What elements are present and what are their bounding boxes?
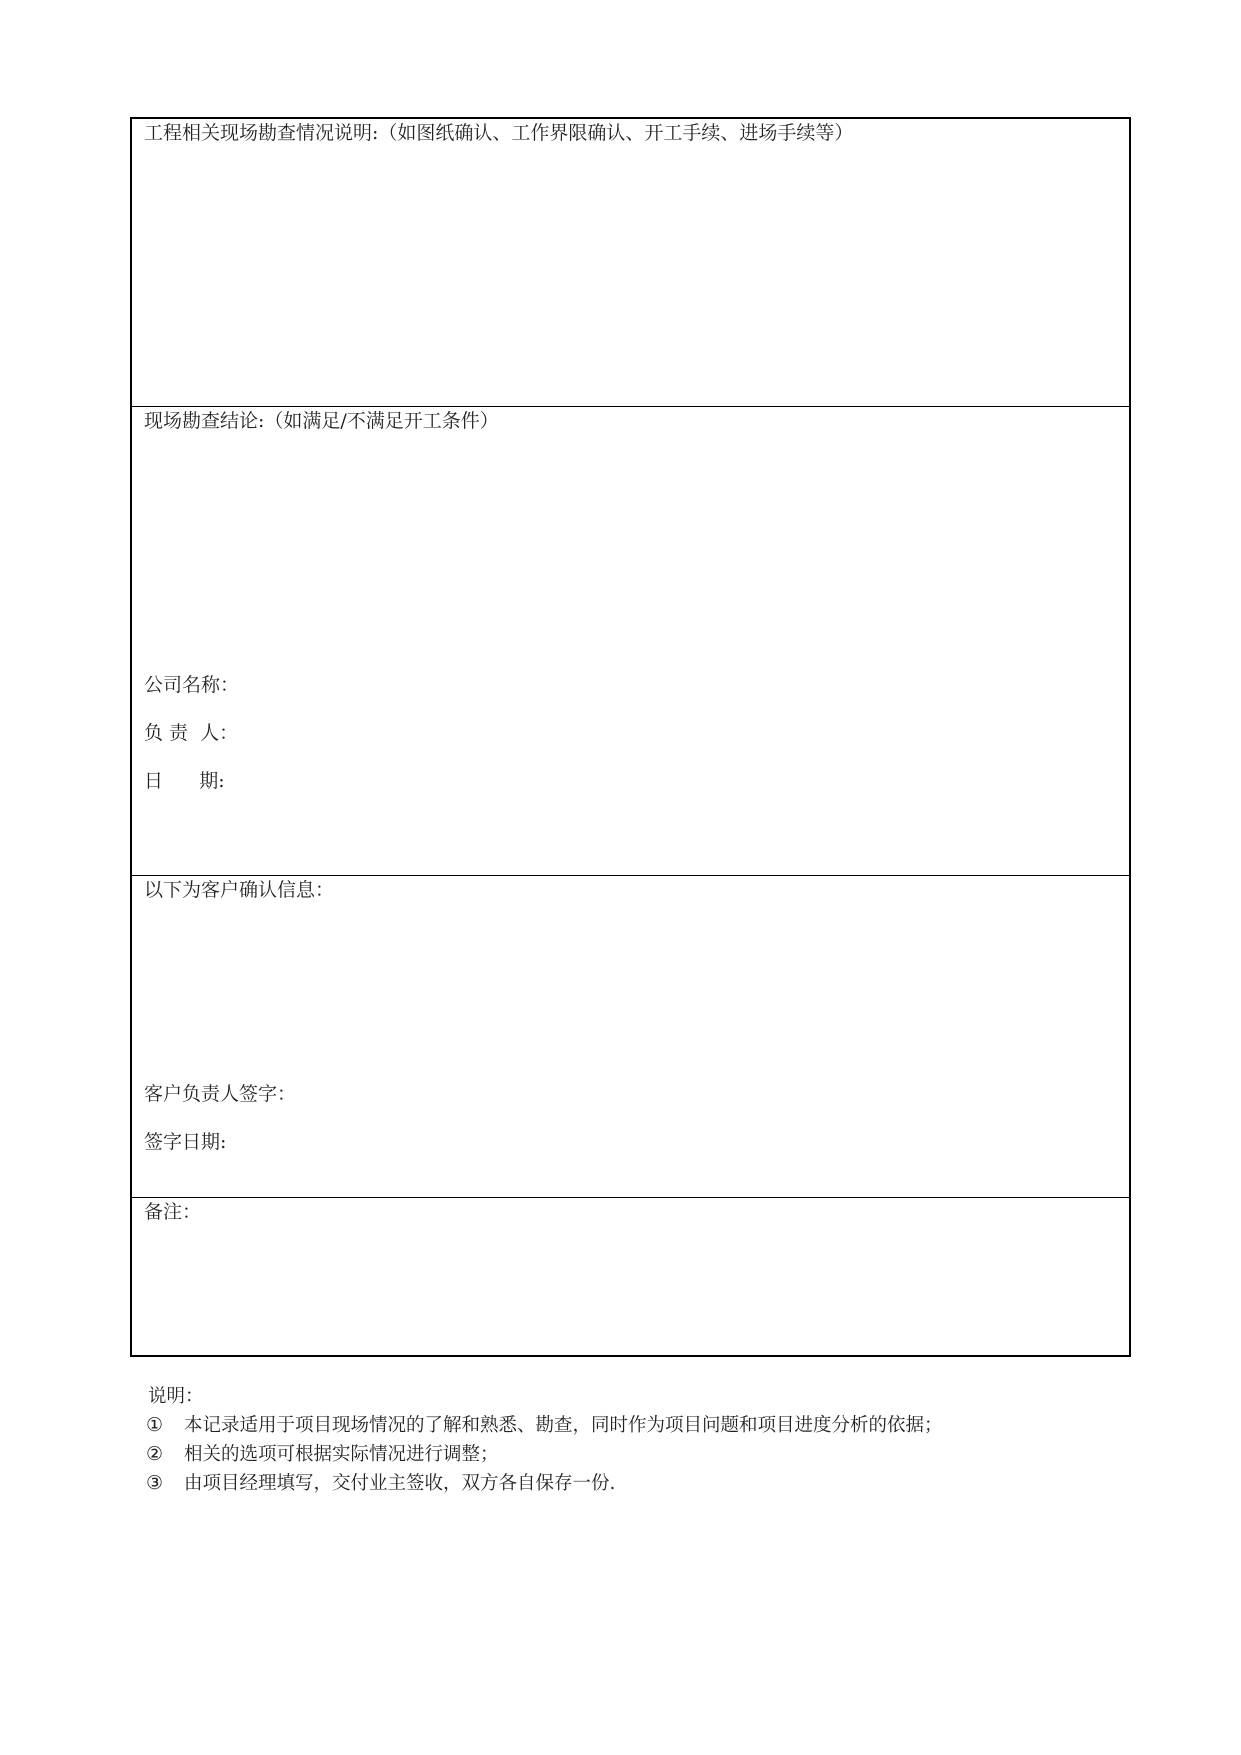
instructions-title: 说明： [148, 1386, 204, 1407]
instructions-block [146, 1383, 1106, 1498]
signature-date-label: 签字日期: [144, 1131, 227, 1153]
instruction-item [146, 1411, 1106, 1440]
instruction-text: 相关的选项可根据实际情况进行调整； [184, 1444, 499, 1465]
instruction-number: ② [146, 1443, 164, 1465]
survey-description-heading: 工程相关现场勘查情况说明:（如图纸确认、工作界限确认、开工手续、进场手续等） [144, 122, 854, 144]
instruction-text: 本记录适用于项目现场情况的了解和熟悉、勘查，同时作为项目问题和项目进度分析的依据； [184, 1415, 943, 1436]
survey-description-section[interactable] [132, 119, 1129, 407]
remarks-heading: 备注： [144, 1201, 202, 1223]
instruction-item [146, 1469, 1106, 1498]
date-label: 日 期: [144, 770, 225, 792]
customer-confirmation-heading: 以下为客户确认信息： [144, 879, 335, 901]
survey-conclusion-heading: 现场勘查结论:（如满足/不满足开工条件） [144, 410, 499, 432]
instruction-item [146, 1440, 1106, 1469]
company-name-label: 公司名称： [144, 674, 240, 696]
customer-signature-label: 客户负责人签字： [144, 1083, 297, 1105]
customer-confirmation-section[interactable] [132, 876, 1129, 1198]
instruction-text: 由项目经理填写，交付业主签收，双方各自保存一份. [184, 1473, 616, 1494]
instruction-number: ③ [146, 1472, 164, 1494]
instruction-number: ① [146, 1414, 164, 1436]
survey-conclusion-section[interactable] [132, 407, 1129, 876]
site-survey-form [130, 117, 1131, 1357]
responsible-person-label: 负 责 人： [144, 722, 239, 744]
remarks-section[interactable] [132, 1198, 1129, 1357]
